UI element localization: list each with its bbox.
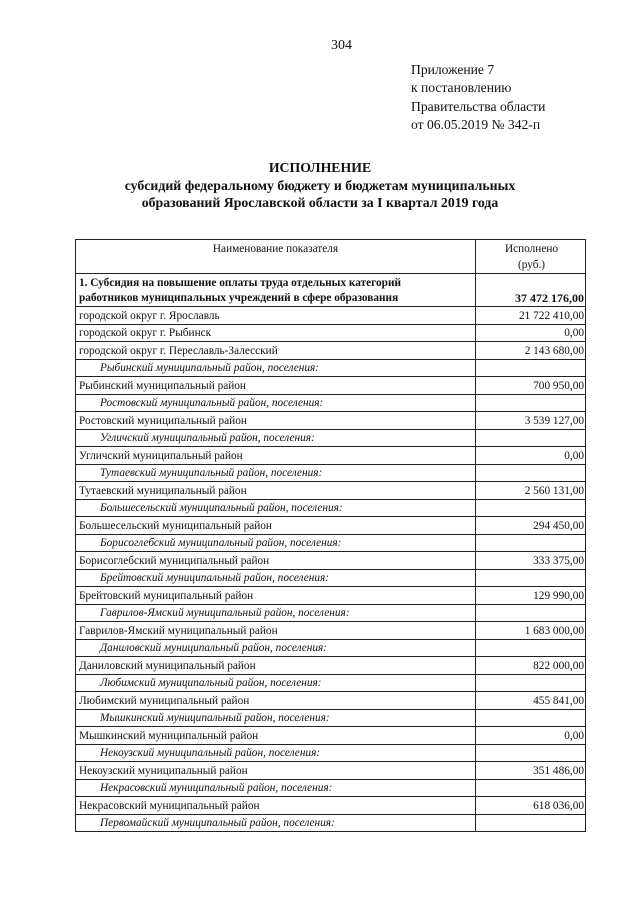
row-name: Брейтовский муниципальный район, поселения: [76,569,476,587]
subheading-row [76,359,586,377]
row-name: Борисоглебский муниципальный район [76,552,476,570]
row-name: Любимский муниципальный район [76,692,476,710]
row-name: Угличский муниципальный район, поселения: [76,429,476,447]
row-value [476,709,586,727]
appendix-line: от 06.05.2019 № 342-п [411,116,541,132]
header-name: Наименование показателя [76,240,476,274]
table-row [76,307,586,325]
subheading-row [76,569,586,587]
table-row [76,622,586,640]
subheading-row [76,429,586,447]
row-value: 351 486,00 [476,762,586,780]
table-row [76,377,586,395]
subheading-row [76,604,586,622]
row-name: городской округ г. Переславль-Залесский [76,342,476,360]
title-line: ИСПОЛНЕНИЕ [268,160,372,175]
row-name: Рыбинский муниципальный район [76,377,476,395]
row-name: городской округ г. Рыбинск [76,324,476,342]
appendix-header [411,61,545,134]
table-row [76,517,586,535]
row-value: 0,00 [476,727,586,745]
row-name: Некоузский муниципальный район, поселения: [76,744,476,762]
row-value: 0,00 [476,447,586,465]
section-row [76,274,586,307]
table-row [76,447,586,465]
row-value [476,464,586,482]
subsidy-table [75,239,586,832]
table-row [76,552,586,570]
appendix-line: Приложение 7 [411,62,495,77]
page-number: 304 [331,38,352,53]
table-row [76,412,586,430]
row-name: Тутаевский муниципальный район [76,482,476,500]
row-value: 1 683 000,00 [476,622,586,640]
row-value [476,744,586,762]
table-row [76,727,586,745]
row-value: 0,00 [476,324,586,342]
row-name: Большесельский муниципальный район [76,517,476,535]
row-name: Гаврилов-Ямский муниципальный район, поселения: [76,604,476,622]
document-title [0,159,640,212]
appendix-line: Правительства области [411,98,546,114]
table-row [76,797,586,815]
table-row [76,342,586,360]
row-value [476,429,586,447]
row-value [476,639,586,657]
table-row [76,692,586,710]
subheading-row [76,499,586,517]
section-name: 1. Субсидия на повышение оплаты труда отдельных категорий работников муниципальных учреждений в сфере образования [76,274,476,307]
row-name: Любимский муниципальный район, поселения: [76,674,476,692]
row-value: 618 036,00 [476,797,586,815]
subheading-row [76,639,586,657]
subheading-row [76,744,586,762]
row-value [476,394,586,412]
subheading-row [76,709,586,727]
row-value [476,534,586,552]
row-value: 129 990,00 [476,587,586,605]
row-name: Гаврилов-Ямский муниципальный район [76,622,476,640]
subheading-row [76,779,586,797]
row-name: Большесельский муниципальный район, поселения: [76,499,476,517]
row-name: Брейтовский муниципальный район [76,587,476,605]
row-name: Мышкинский муниципальный район [76,727,476,745]
row-name: Даниловский муниципальный район [76,657,476,675]
subheading-row [76,464,586,482]
row-value [476,359,586,377]
row-value [476,499,586,517]
row-value: 455 841,00 [476,692,586,710]
row-value [476,569,586,587]
row-value [476,674,586,692]
section-value: 37 472 176,00 [476,274,586,307]
subheading-row [76,534,586,552]
appendix-line: к постановлению [411,80,512,96]
row-name: Некоузский муниципальный район [76,762,476,780]
row-value: 21 722 410,00 [476,307,586,325]
row-value: 2 560 131,00 [476,482,586,500]
row-value [476,814,586,832]
subheading-row [76,814,586,832]
table-row [76,587,586,605]
row-name: Некрасовский муниципальный район [76,797,476,815]
table-row [76,657,586,675]
row-value: 700 950,00 [476,377,586,395]
row-name: Ростовский муниципальный район, поселения: [76,394,476,412]
row-value: 3 539 127,00 [476,412,586,430]
header-value: Исполнено (руб.) [476,240,586,274]
title-line: образований Ярославской области за I квартал 2019 года [141,195,499,211]
table-row [76,762,586,780]
row-name: городской округ г. Ярославль [76,307,476,325]
row-value: 333 375,00 [476,552,586,570]
row-name: Рыбинский муниципальный район, поселения: [76,359,476,377]
row-value: 294 450,00 [476,517,586,535]
table-row [76,324,586,342]
row-name: Борисоглебский муниципальный район, поселения: [76,534,476,552]
table-header-row [76,240,586,274]
row-name: Некрасовский муниципальный район, поселения: [76,779,476,797]
row-name: Даниловский муниципальный район, поселения: [76,639,476,657]
title-line: субсидий федеральному бюджету и бюджетам муниципальных [124,177,516,193]
row-name: Ростовский муниципальный район [76,412,476,430]
subheading-row [76,674,586,692]
row-name: Первомайский муниципальный район, поселения: [76,814,476,832]
subheading-row [76,394,586,412]
row-name: Угличский муниципальный район [76,447,476,465]
row-value: 2 143 680,00 [476,342,586,360]
row-name: Тутаевский муниципальный район, поселения: [76,464,476,482]
row-value [476,779,586,797]
table-row [76,482,586,500]
row-value: 822 000,00 [476,657,586,675]
row-name: Мышкинский муниципальный район, поселения: [76,709,476,727]
row-value [476,604,586,622]
